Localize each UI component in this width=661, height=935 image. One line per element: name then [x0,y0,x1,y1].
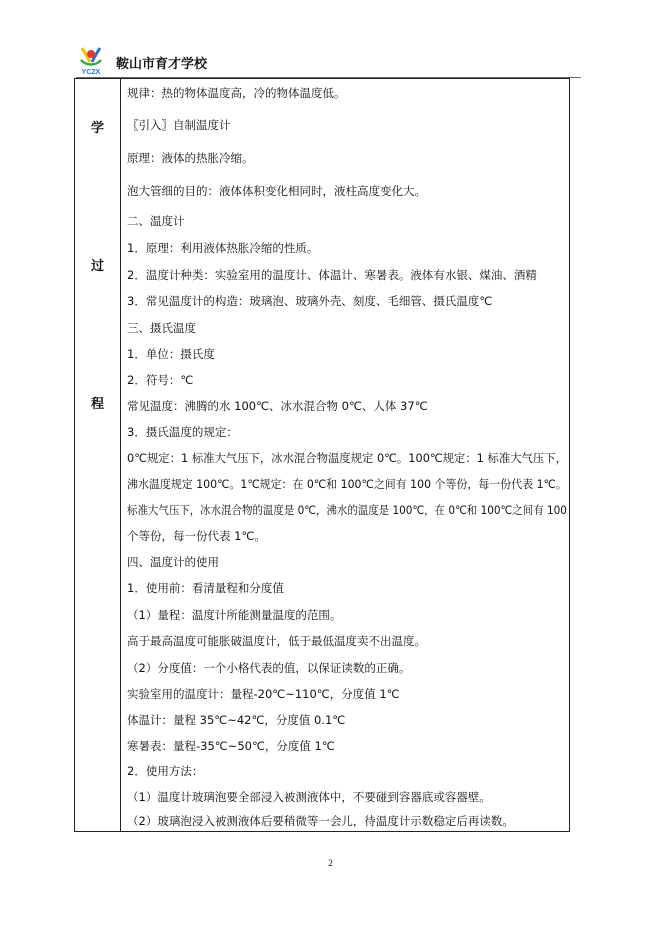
content-line: 体温计：量程 35℃~42℃，分度值 0.1℃ [127,713,346,727]
lesson-table [74,78,570,832]
column-divider [120,79,121,831]
content-line: （1）量程：温度计所能测量温度的范围。 [127,608,342,622]
school-logo [76,44,106,76]
content-line: 高于最高温度可能胀破温度计，低于最低温度卖不出温度。 [127,634,426,648]
school-name: 鞍山市育才学校 [116,57,208,72]
content-line: （2）玻璃泡浸入被测液体后要稍微等一会儿，待温度计示数稳定后再读数。 [127,814,514,828]
content-line: 1．原理：利用液体热胀冷缩的性质。 [127,241,319,255]
content-line: 3．摄氏温度的规定： [127,425,238,439]
logo-text: YCZX [81,69,101,76]
content-line: 原理：液体的热胀冷缩。 [127,151,254,165]
section-heading: 三、摄氏温度 [127,321,196,335]
content-line: 个等份，每一份代表 1℃。 [127,529,266,543]
content-line: 1．单位：摄氏度 [127,347,215,361]
page-number: 2 [328,858,333,868]
section-heading: 二、温度计 [127,214,185,228]
content-line: 0℃规定：1 标准大气压下，冰水混合物温度规定 0℃。100℃规定：1 标准大气压下， [127,451,567,465]
section-heading: 四、温度计的使用 [127,555,219,569]
content-line: 〖引入〗自制温度计 [127,118,231,132]
page-header [76,44,581,80]
content-line: 2．使用方法： [127,764,204,778]
content-line: 寒暑表：量程-35℃~50℃，分度值 1℃ [127,739,335,753]
side-label-xue: 学 [90,121,104,136]
content-line: 标准大气压下，冰水混合物的温度是 0℃，沸水的温度是 100℃，在 0℃和 100℃之间有 100 [127,503,567,517]
content-line: 规律：热的物体温度高，冷的物体温度低。 [127,86,346,100]
content-line: 实验室用的温度计：量程-20℃~110℃，分度值 1℃ [127,687,400,701]
content-line: 1．使用前：看清量程和分度值 [127,581,284,595]
content-line: （2）分度值：一个小格代表的值，以保证读数的正确。 [127,661,411,675]
content-line: 2．温度计种类：实验室用的温度计、体温计、寒暑表。液体有水银、煤油、酒精 [127,268,537,282]
content-line: （1）温度计玻璃泡要全部浸入被测液体中，不要碰到容器底或容器壁。 [127,790,491,804]
content-line: 常见温度：沸腾的水 100℃、冰水混合物 0℃、人体 37℃ [127,399,428,413]
content-line: 沸水温度规定 100℃。1℃规定：在 0℃和 100℃之间有 100 个等份，每一份代表 1℃。 [127,477,567,491]
side-label-cheng: 程 [90,397,104,412]
side-label-guo: 过 [90,259,104,274]
content-line: 2．符号：℃ [127,373,194,387]
content-line: 3．常见温度计的构造：玻璃泡、玻璃外壳、刻度、毛细管、摄氏温度℃ [127,294,493,308]
content-line: 泡大管细的目的：液体体积变化相同时，液柱高度变化大。 [127,184,426,198]
